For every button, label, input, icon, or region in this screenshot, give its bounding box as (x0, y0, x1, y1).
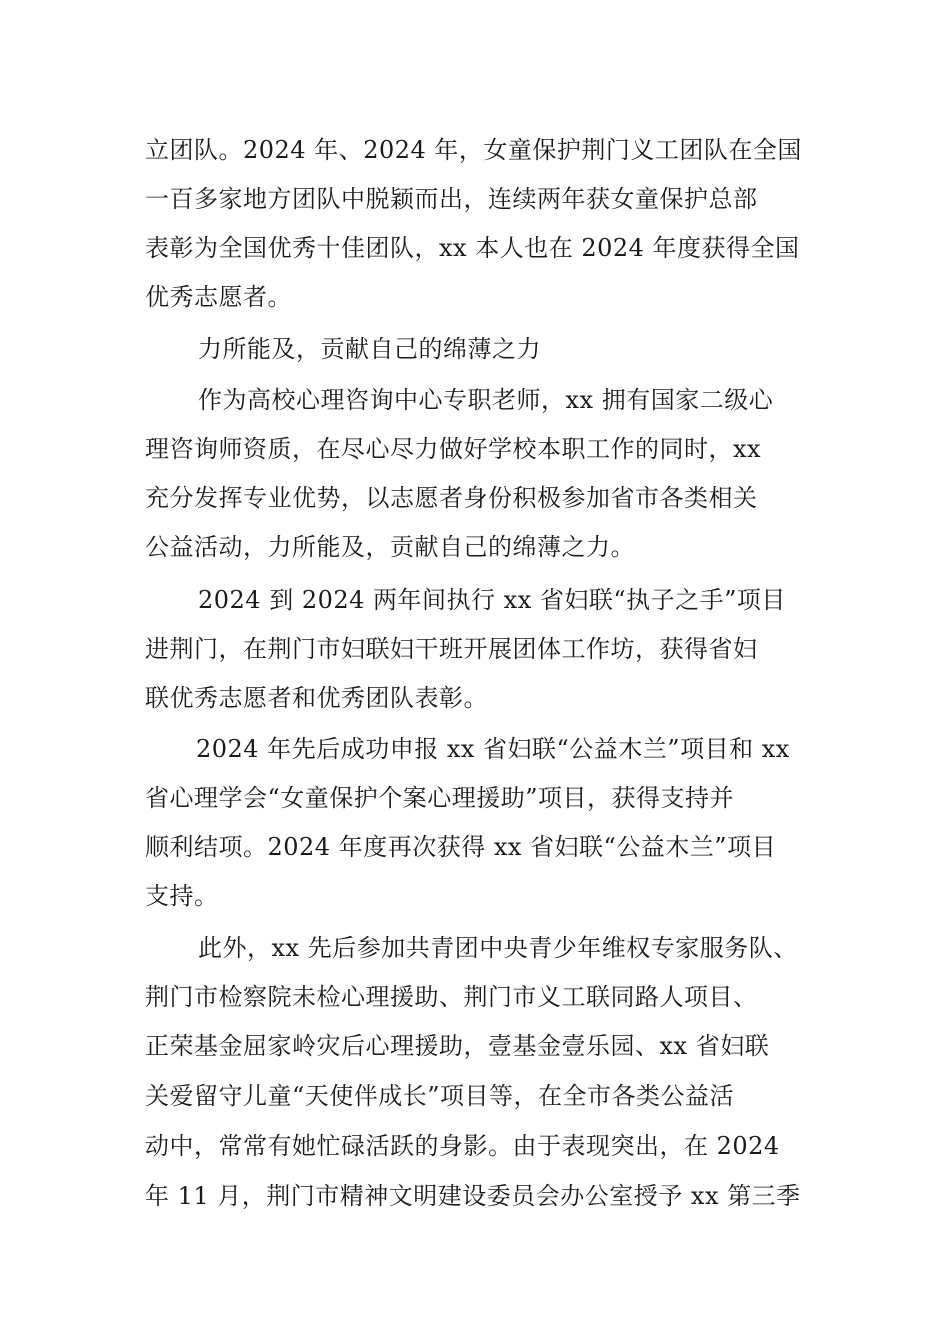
paragraph-line: 动中，常常有她忙碌活跃的身影。由于表现突出，在 2024 (145, 1132, 780, 1160)
paragraph-line: 一百多家地方团队中脱颖而出，连续两年获女童保护总部 (145, 185, 758, 213)
paragraph-line: 公益活动，力所能及，贡献自己的绵薄之力。 (145, 533, 635, 561)
paragraph-line: 充分发挥专业优势，以志愿者身份积极参加省市各类相关 (145, 484, 758, 512)
paragraph-line: 2024 年先后成功申报 xx 省妇联“公益木兰”项目和 xx (196, 735, 790, 763)
paragraph-line: 联优秀志愿者和优秀团队表彰。 (145, 684, 488, 712)
paragraph-line: 立团队。2024 年、2024 年，女童保护荆门义工团队在全国 (145, 136, 802, 164)
paragraph-line: 支持。 (145, 882, 219, 910)
paragraph-line: 顺利结项。2024 年度再次获得 xx 省妇联“公益木兰”项目 (145, 833, 777, 861)
paragraph-line: 进荆门，在荆门市妇联妇干班开展团体工作坊，获得省妇 (145, 635, 758, 663)
paragraph-line: 此外，xx 先后参加共青团中央青少年维权专家服务队、 (198, 934, 798, 962)
paragraph-line: 2024 到 2024 两年间执行 xx 省妇联“执子之手”项目 (198, 586, 786, 614)
paragraph-line: 荆门市检察院未检心理援助、荆门市义工联同路人项目、 (145, 983, 758, 1011)
section-heading: 力所能及，贡献自己的绵薄之力 (198, 335, 541, 363)
paragraph-line: 理咨询师资质，在尽心尽力做好学校本职工作的同时，xx (145, 435, 762, 463)
paragraph-line: 省心理学会“女童保护个案心理援助”项目，获得支持并 (145, 784, 735, 812)
paragraph-line: 年 11 月，荆门市精神文明建设委员会办公室授予 xx 第三季 (145, 1182, 801, 1210)
paragraph-line: 表彰为全国优秀十佳团队，xx 本人也在 2024 年度获得全国 (145, 234, 800, 262)
paragraph-line: 优秀志愿者。 (145, 283, 292, 311)
paragraph-line: 正荣基金屈家岭灾后心理援助，壹基金壹乐园、xx 省妇联 (145, 1032, 770, 1060)
paragraph-line: 作为高校心理咨询中心专职老师，xx 拥有国家二级心 (198, 386, 774, 414)
paragraph-line: 关爱留守儿童“天使伴成长”项目等，在全市各类公益活 (145, 1082, 735, 1110)
